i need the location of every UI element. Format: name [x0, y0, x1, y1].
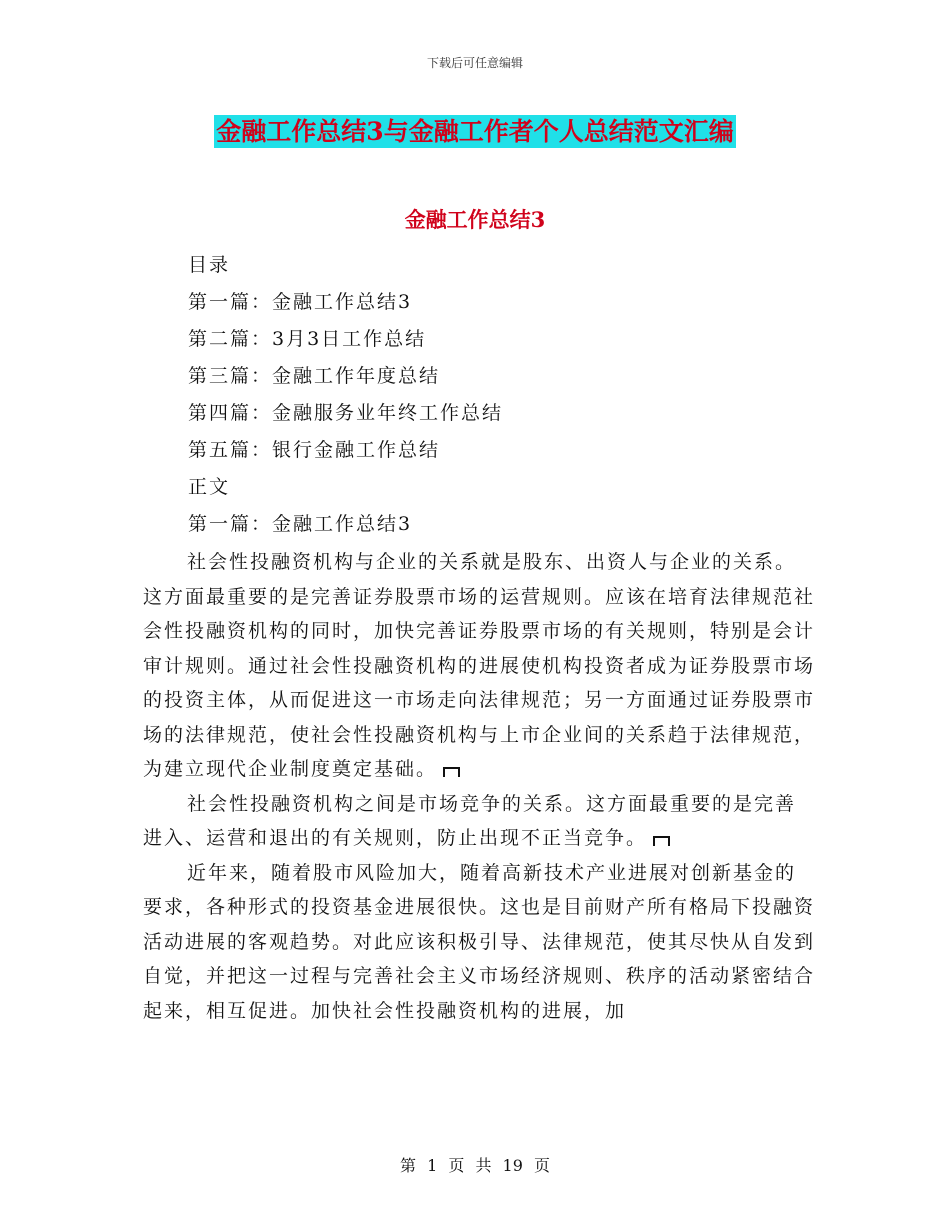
section-title: 金融工作总结3 [404, 207, 546, 232]
toc-item-5: 第五篇：银行金融工作总结 [188, 439, 441, 461]
paragraph-mark-icon [653, 836, 670, 846]
page-footer: 第 1 页 共 19 页 [400, 1156, 550, 1175]
toc-heading: 目录 [188, 254, 231, 276]
document-title [0, 112, 950, 148]
chapter-heading: 第一篇：金融工作总结3 [188, 513, 413, 535]
paragraph-text: 社会性投融资机构与企业的关系就是股东、出资人与企业的关系。这方面最重要的是完善证券股票市场的运营规则。应该在培育法律规范社会性投融资机构的同时，加快完善证券股票市场的有关规则，特别是会计审计规则。通过社会性投融资机构的进展使机构投资者成为证券股票市场的投资主体，从而促进这一市场走向法律规范；另一方面通过证券股票市场的法律规范，使社会性投融资机构与上市企业间的关系趋于法律规范，为建立现代企业制度奠定基础。 [143, 551, 816, 780]
document-title-text: 金融工作总结3与金融工作者个人总结范文汇编 [216, 117, 734, 146]
paragraph [143, 545, 815, 787]
paragraph-text: 近年来，随着股市风险加大，随着高新技术产业进展对创新基金的要求，各种形式的投资基金进展很快。这也是目前财产所有格局下投融资活动进展的客观趋势。对此应该积极引导、法律规范，使其尽快从自发到自觉，并把这一过程与完善社会主义市场经济规则、秩序的活动紧密结合起来，相互促进。加快社会性投融资机构的进展，加 [143, 861, 816, 1022]
header-note: 下载后可任意编辑 [426, 56, 523, 70]
paragraph-text: 社会性投融资机构之间是市场竞争的关系。这方面最重要的是完善进入、运营和退出的有关规则，防止出现不正当竞争。 [143, 792, 797, 849]
table-of-contents [188, 250, 888, 546]
body-text [143, 545, 815, 1028]
paragraph [143, 856, 815, 1029]
paragraph-mark-icon [443, 767, 460, 777]
toc-item-2: 第二篇：3月3日工作总结 [188, 328, 427, 350]
body-heading: 正文 [188, 476, 231, 498]
paragraph [143, 787, 815, 856]
toc-item-1: 第一篇：金融工作总结3 [188, 291, 413, 313]
toc-item-3: 第三篇：金融工作年度总结 [188, 365, 441, 387]
toc-item-4: 第四篇：金融服务业年终工作总结 [188, 402, 504, 424]
